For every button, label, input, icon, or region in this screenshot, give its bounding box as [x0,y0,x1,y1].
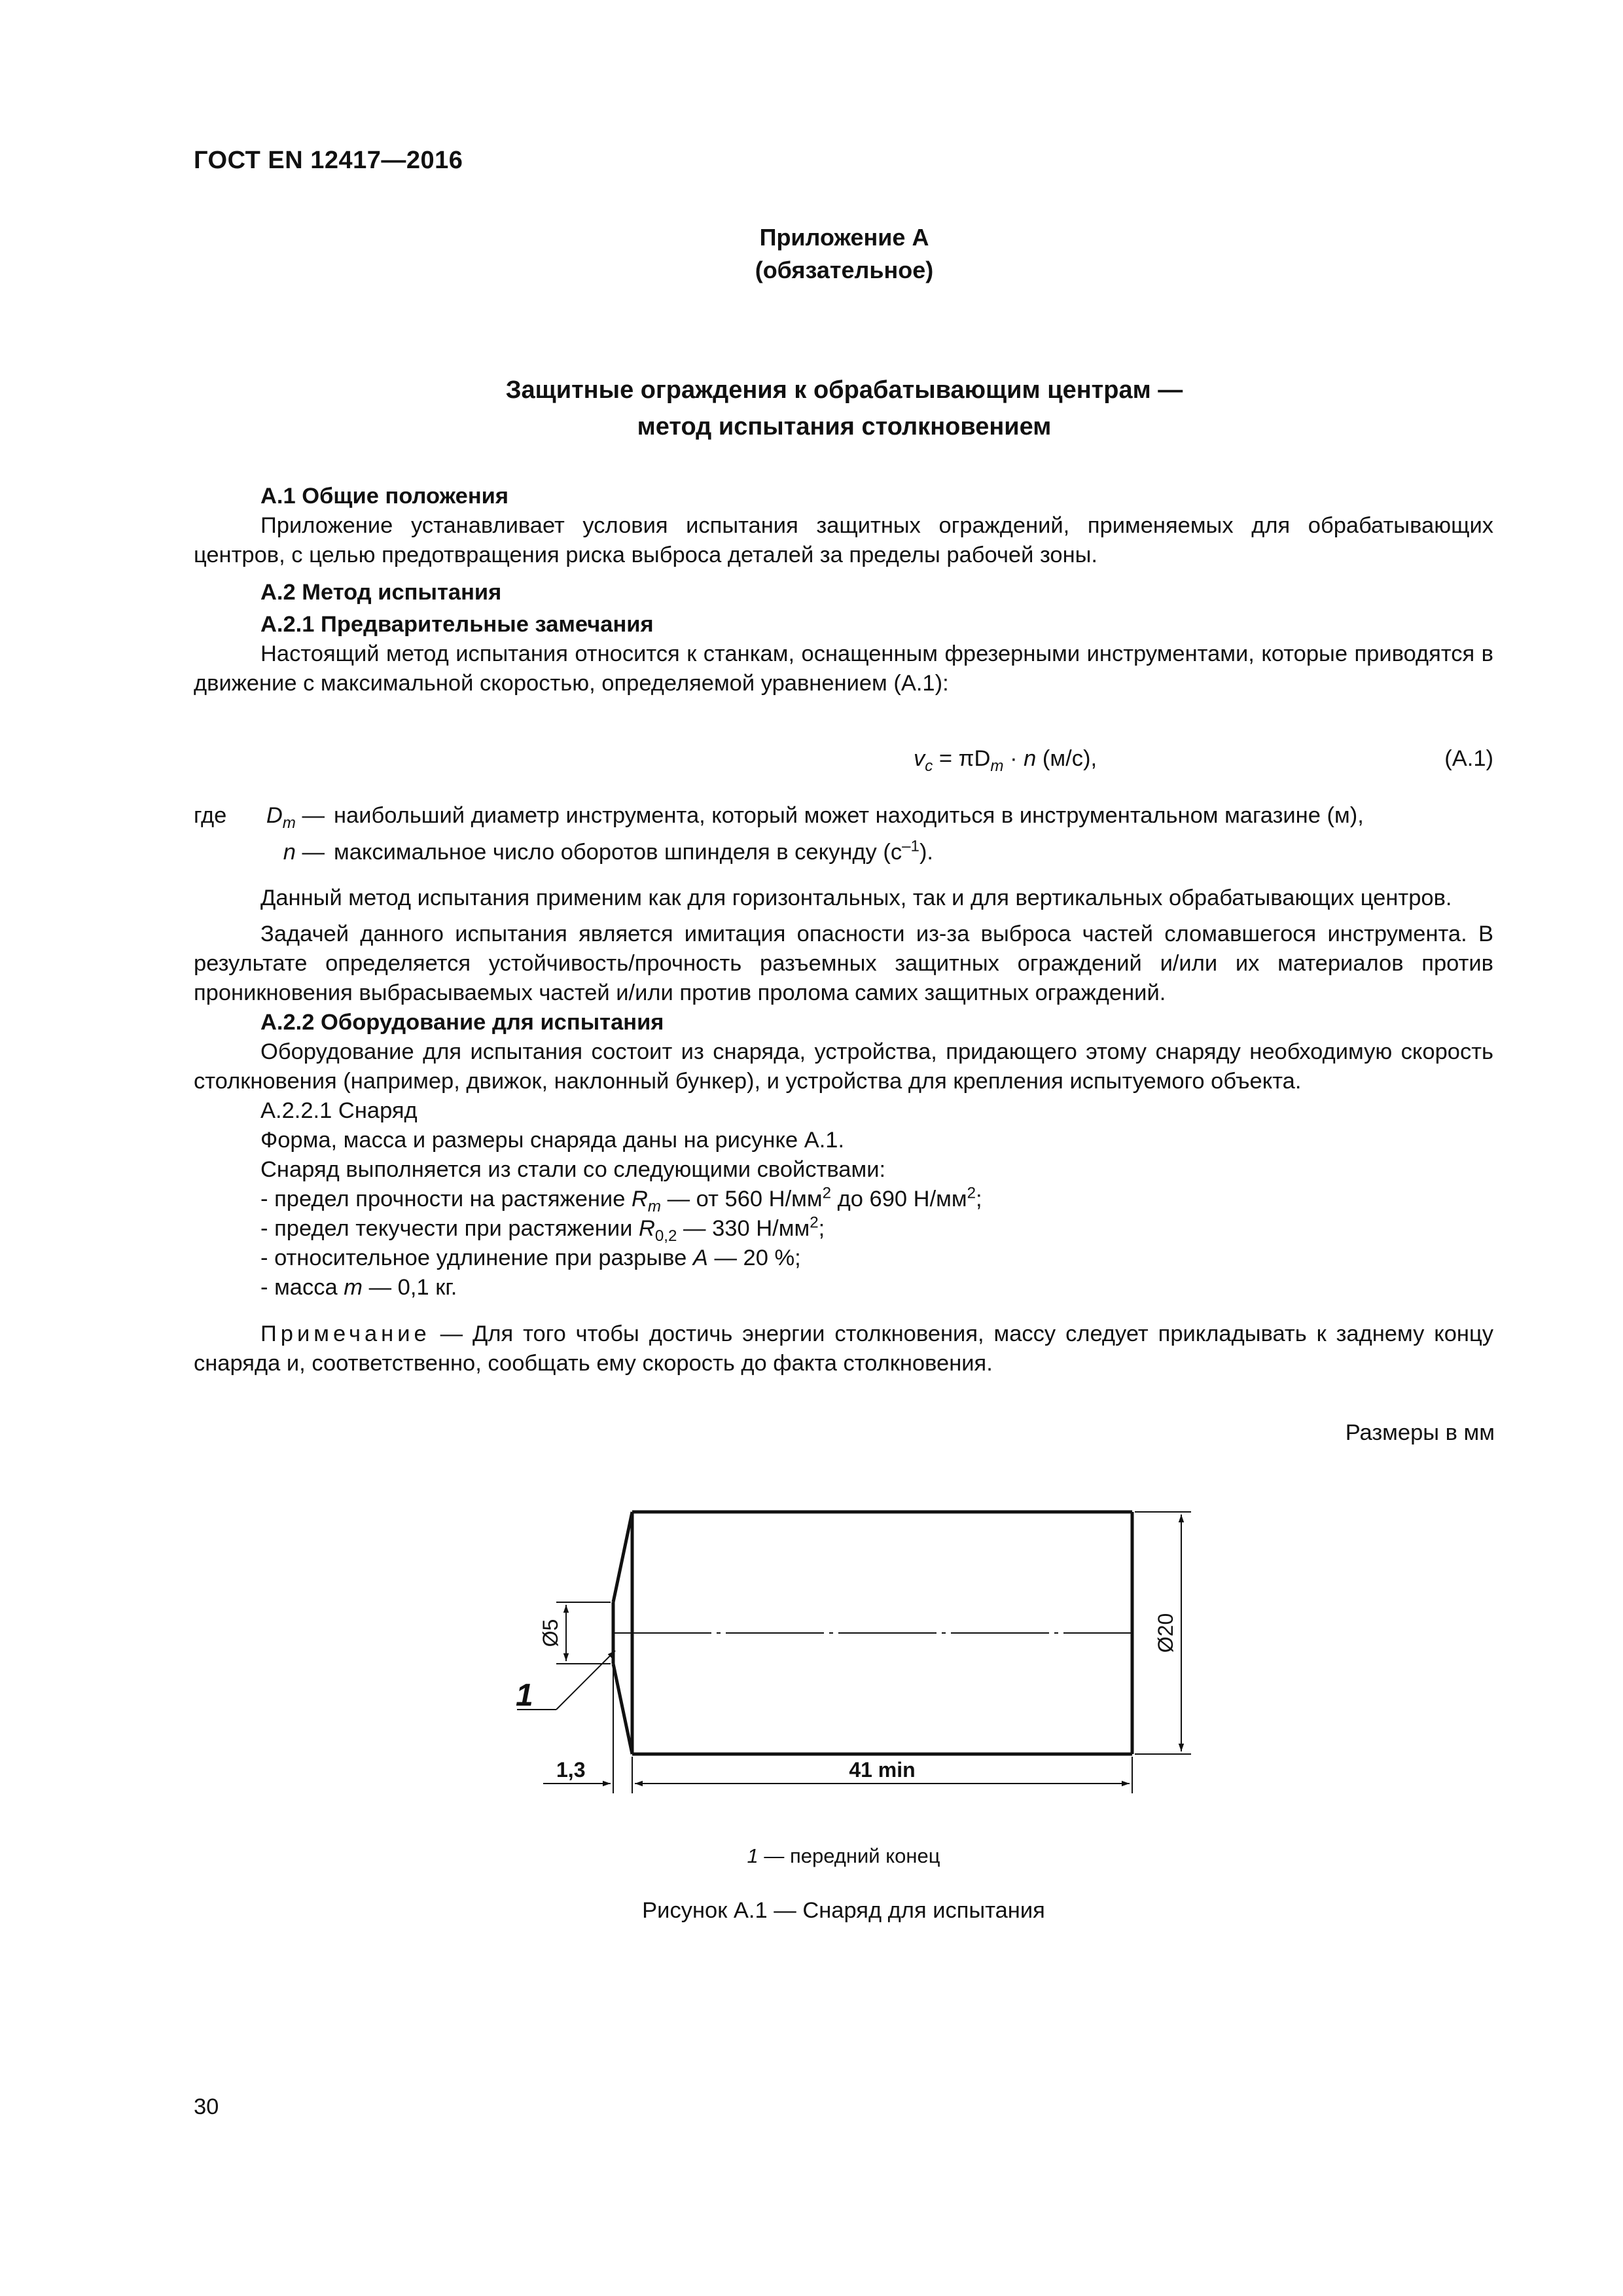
heading-a21: А.2.1 Предварительные замечания [260,612,654,637]
standard-header: ГОСТ EN 12417—2016 [194,147,463,174]
appendix-status: (обязательное) [755,257,934,283]
dimensions-note: Размеры в мм [1345,1420,1495,1445]
label-d20: Ø20 [1154,1613,1177,1653]
section-a1-a21 [194,482,1493,698]
para-applicability: Данный метод испытания применим как для горизонтальных, так и для вертикальных обрабатывающих центров. [260,886,1452,910]
list-item: - предел прочности на растяжение $R_m$ — от 560 $Н/мм^2$ до 690 $Н/мм^2$; [260,1184,982,1215]
legend-def-n: максимальное число оборотов шпинделя в секунду $(с^{-1})$. [334,837,934,865]
heading-a22: А.2.2 Оборудование для испытания [260,1010,664,1035]
list-item: - предел текучести при растяжении $R_{0,2}$ — 330 $Н/мм^2$; [260,1213,825,1245]
projectile-drawing [458,1466,1230,1793]
para-a1: Приложение устанавливает условия испытания защитных ограждений, применяемых для обрабатывающих центров, с целью предотвращения риска выброса деталей за пределы рабочей зоны. [194,513,1493,567]
list-item: - масса m — 0,1 кг. [260,1275,457,1300]
title-line-1: Защитные ограждения к обрабатывающим центрам — [505,376,1183,404]
label-13: 1,3 [556,1758,586,1782]
para-a221-1: Форма, масса и размеры снаряда даны на рисунке А.1. [260,1128,845,1153]
para-a21: Настоящий метод испытания относится к станкам, оснащенным фрезерными инструментами, которые приводятся в движение с максимальной скоростью, определяемой уравнением (А.1): [194,641,1493,696]
where-label: где [194,803,227,828]
legend-row-n: n — максимальное число оборотов шпинделя в секунду $(с^{-1})$. [194,834,1493,870]
para-purpose: Задачей данного испытания является имитация опасности из-за выброса частей сломавшегося инструмента. В результате определяется устойчивость/прочность разъемных защитных ограждений и/или их материалов против проникновения выбрасываемых частей и/или против пролома самих защитных ограждений. [194,922,1493,1005]
page-number: 30 [194,2094,219,2119]
formula-expression: $v_c = \pi D_m \cdot n$ (м/с), [914,746,1097,775]
list-item: - относительное удлинение при разрыве A — 20 %; [260,1246,801,1270]
figure-legend: 1 — передний конец [747,1844,940,1867]
para-a221-2: Снаряд выполняется из стали со следующими свойствами: [260,1157,886,1182]
figure-caption: Рисунок А.1 — Снаряд для испытания [642,1898,1045,1923]
heading-a2: А.2 Метод испытания [260,580,502,605]
title-line-2: метод испытания столкновением [637,413,1052,440]
note-label: Примечание [260,1321,431,1346]
label-d5: Ø5 [539,1619,562,1647]
formula-a1 [194,746,1493,779]
para-a22: Оборудование для испытания состоит из снаряда, устройства, придающего этому снаряду необходимую скорость столкновения (например, движок, наклонный бункер), и устройства для крепления испытуемого объекта. [194,1039,1493,1094]
appendix-title [194,221,1495,287]
legend-def-d: наибольший диаметр инструмента, который может находиться в инструментальном магазине (м), [334,803,1364,828]
callout-number: 1 [516,1678,533,1713]
section-a22 [194,884,1493,1378]
dimension-d5 [556,1602,611,1664]
heading-a221: А.2.2.1 Снаряд [260,1098,418,1123]
heading-a1: А.1 Общие положения [260,484,509,509]
legend-row-d: где $D_m$ — наибольший диаметр инструмента, который может находиться в инструментальном магазине (м), [194,797,1493,834]
label-41: 41 min [849,1758,916,1782]
formula-number: (А.1) [1444,746,1493,771]
appendix-name: Приложение А [759,224,929,251]
page-title [194,372,1495,445]
note-paragraph: Примечание — Для того чтобы достичь энергии столкновения, массу следует прикладывать к заднему концу снаряда и, соответственно, сообщать ему скорость до факта столкновения. [194,1321,1493,1376]
formula-legend [194,797,1493,870]
